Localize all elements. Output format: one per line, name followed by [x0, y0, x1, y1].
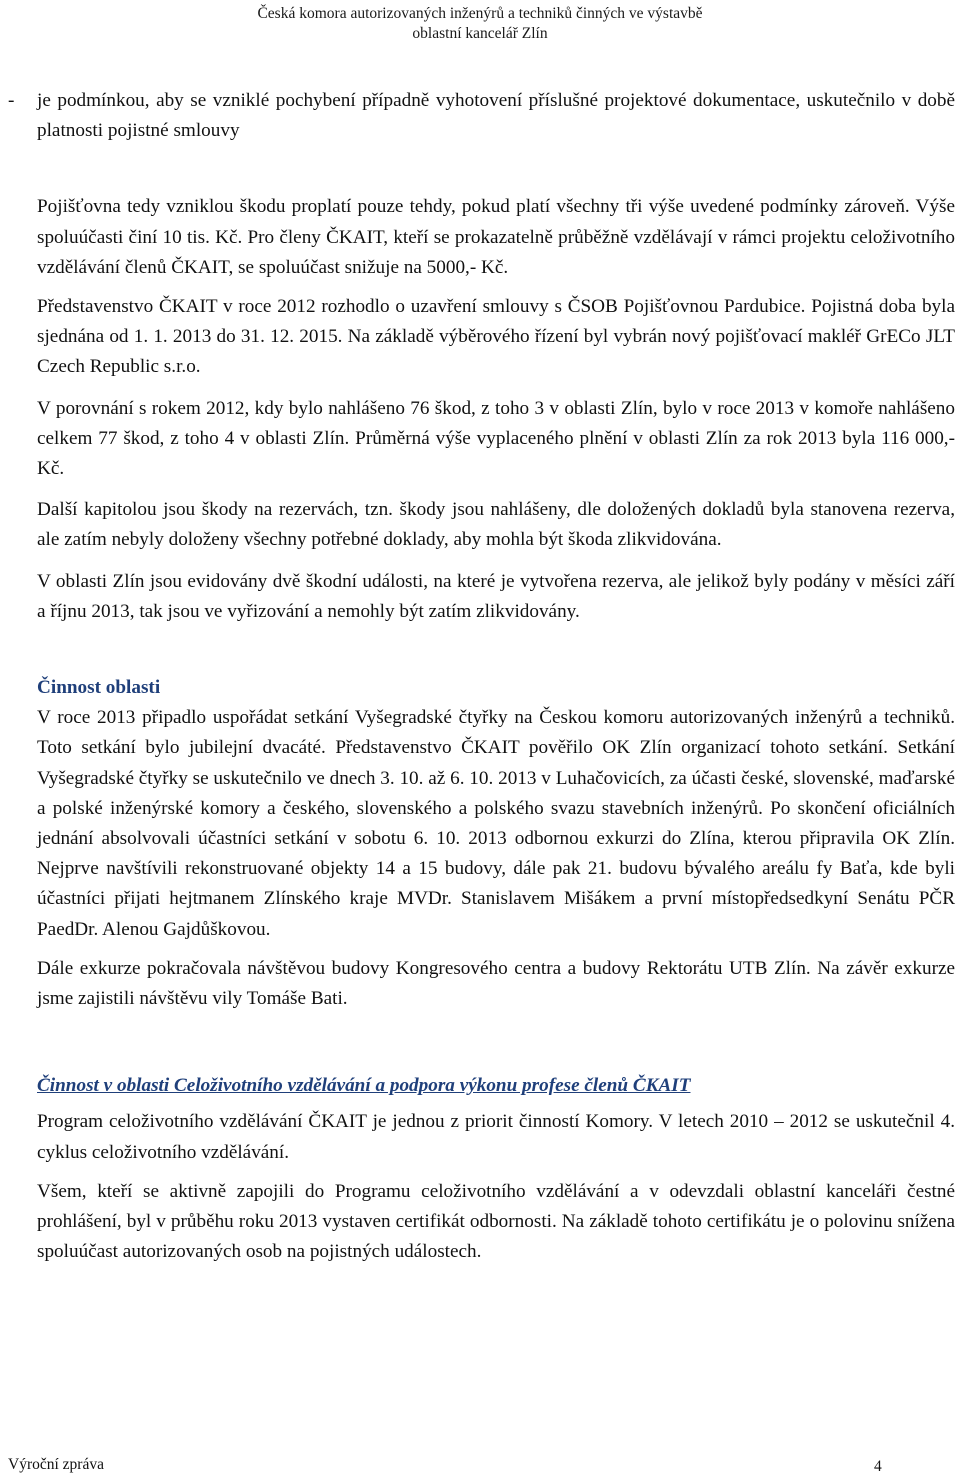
paragraph-contract: Představenstvo ČKAIT v roce 2012 rozhodlo o uzavření smlouvy s ČSOB Pojišťovnou Pardubice. Pojistná doba byla sjednána od 1. 1. 2013 do 31. 12. 2015. Na základě výběrového řízení byl vybrán nový pojišťovací makléř GrECo JLT Czech Republic s.r.o.	[37, 296, 955, 378]
paragraph-zlin-events: V oblasti Zlín jsou evidovány dvě škodní události, na které je vytvořena rezerva, ale jelikož byly podány v měsíci září a říjnu 2013, tak jsou ve vyřizování a nemohly být zatím zlikvidovány.	[37, 570, 955, 622]
page-header	[0, 4, 960, 44]
section-heading-activity: Činnost oblasti	[37, 677, 161, 699]
paragraph-claims-comparison: V porovnání s rokem 2012, kdy bylo nahlášeno 76 škod, z toho 3 v oblasti Zlín, bylo v roce 2013 v komoře nahlášeno celkem 77 škod, z toho 4 v oblasti Zlín. Průměrná výše vyplaceného plnění v oblasti Zlín za rok 2013 byla 116 000,- Kč.	[37, 397, 955, 480]
footer-report-title: Výroční zpráva	[8, 1456, 104, 1473]
header-office: oblastní kancelář Zlín	[412, 25, 548, 42]
paragraph-deductible: Pojišťovna tedy vzniklou škodu proplatí pouze tehdy, pokud platí všechny tři výše uvedené podmínky zároveň. Výše spoluúčasti činí 10 tis. Kč. Pro členy ČKAIT, kteří se prokazatelně průběžně vzdělávají v rámci projektu celoživotního vzdělávání členů ČKAIT, se spoluúčast snižuje na 5000,- Kč.	[37, 196, 955, 278]
header-organization: Česká komora autorizovaných inženýrů a techniků činných ve výstavbě	[257, 5, 703, 22]
section-heading-education: Činnost v oblasti Celoživotního vzdělávání a podpora výkonu profese členů ČKAIT	[37, 1075, 691, 1097]
paragraph-certificate: Všem, kteří se aktivně zapojili do Programu celoživotního vzdělávání a v odevzdali oblastní kanceláři čestné prohlášení, byl v průběhu roku 2013 vystaven certifikát odbornosti. Na základě tohoto certifikátu je o polovinu snížena spoluúčast autorizovaných osob na pojistných událostech.	[37, 1180, 955, 1263]
document-body	[8, 86, 955, 1268]
bullet-text: je podmínkou, aby se vzniklé pochybení případně vyhotovení příslušné projektové dokumentace, uskutečnilo v době platnosti pojistné smlouvy	[37, 90, 955, 142]
bullet-item	[8, 86, 955, 146]
paragraph-education-program: Program celoživotního vzdělávání ČKAIT je jednou z priorit činností Komory. V letech 2010 – 2012 se uskutečnil 4. cyklus celoživotního vzdělávání.	[37, 1111, 955, 1163]
paragraph-v4-meeting: V roce 2013 připadlo uspořádat setkání Vyšegradské čtyřky na Českou komoru autorizovaných inženýrů a techniků. Toto setkání bylo jubilejní dvacáté. Představenstvo ČKAIT pověřilo OK Zlín organizací tohoto setkání. Setkání Vyšegradské čtyřky se uskutečnilo ve dnech 3. 10. až 6. 10. 2013 v Luhačovicích, za účasti české, slovenské, maďarské a polské inženýrské komory a českého, slovenského a polského svazu stavebních inženýrů. Po skončení oficiálních jednání absolvovali účastníci setkání v sobotu 6. 10. 2013 odbornou exkurzi do Zlína, kterou připravila OK Zlín. Nejprve navštívili rekonstruované objekty 14 a 15 budovy, dále pak 21. budovu bývalého areálu fy Baťa, kde byli účastníci přijati hejtmanem Zlínského kraje MVDr. Stanislavem Mišákem a první místopředsedkyní Senátu PČR PaedDr. Alenou Gajdůškovou.	[37, 707, 955, 940]
page-number: 4	[874, 1458, 882, 1475]
bullet-dash: -	[8, 90, 15, 111]
paragraph-reserves: Další kapitolou jsou škody na rezervách, tzn. škody jsou nahlášeny, dle doložených dokladů byla stanovena rezerva, ale zatím nebyly doloženy všechny potřebné doklady, aby mohla být škoda zlikvidována.	[37, 499, 955, 551]
paragraph-excursion: Dále exkurze pokračovala návštěvou budovy Kongresového centra a budovy Rektorátu UTB Zlín. Na závěr exkurze jsme zajistili návštěvu vily Tomáše Bati.	[37, 957, 955, 1010]
